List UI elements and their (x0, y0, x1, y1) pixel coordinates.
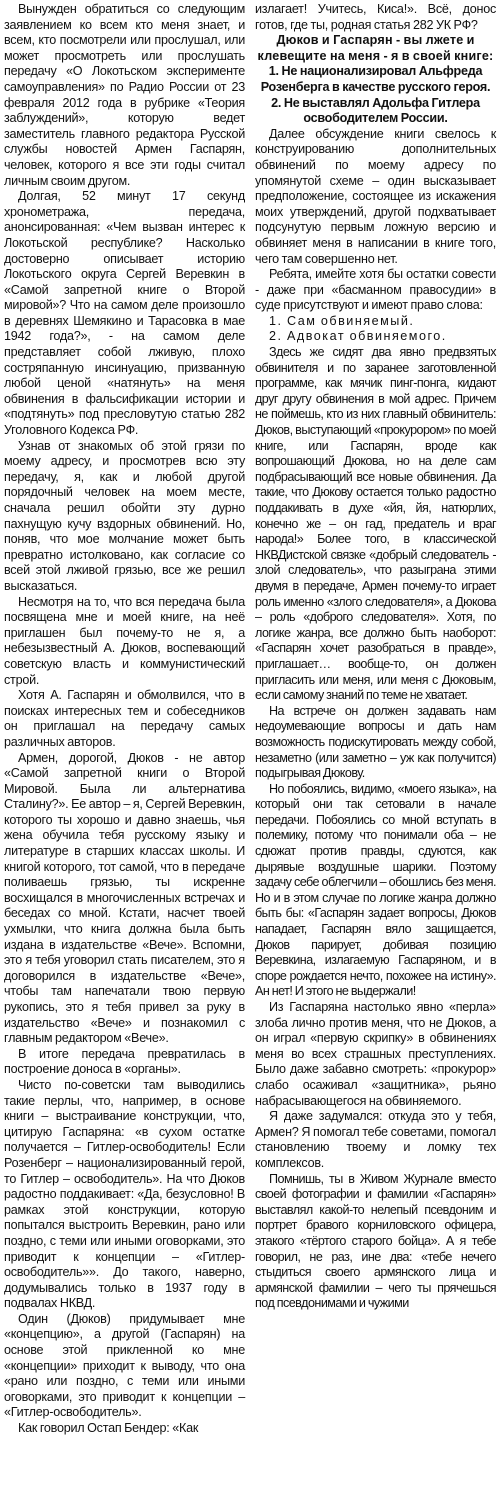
list-item: 1. Сам обвиняемый. (269, 313, 415, 328)
heading-point: 1. Не национализировал Альфреда Розенберга в качестве русского героя. (260, 64, 491, 94)
right-column (255, 2, 496, 1312)
paragraph: Но побоялись, видимо, «моего языка», на который они так сетовали в начале передачи. Побоялись со мной вступать в полемику, потому что понимали оба – не сдюжат против правды, сдуются, как дырявые воздушные шарики. Поэтому задачу себе облегчили – обошлись без меня. Но и в этом случае по логике жанра должно быть бы: «Гаспарян задает вопросы, Дюков нападает, Гаспарян вяло защищается, Дюков парирует, добивая позицию Веревкина, излагаемую Гаспаряном, и в споре рождается нечто, похожее на истину». Ан нет! И этого не выдержали! (255, 781, 496, 999)
paragraph: Я даже задумался: откуда это у тебя, Армен? Я помогал тебе советами, помогал становлению твоему и ломку тех комплексов. (255, 1109, 496, 1170)
paragraph: Армен, дорогой, Дюков - не автор «Самой запретной книги о Второй Мировой. Была ли альтернатива Сталину?». Ее автор – я, Сергей Веревкин, которого ты хорошо и давно знаешь, чья жена обучила тебя русскому языку и литературе в старших классах школы. И книгой которого, тот самой, что в передаче поливаешь грязью, ты искренне восхищался в многочисленных встречах и беседах со мной. Кстати, насчет твоей ухмылки, что книга должна была быть издана в издательстве «Вече». Вспомни, это я тебя уговорил стать писателем, это я договорился в издательстве «Вече», чтобы там напечатали твою первую рукопись, это я тебя привел за руку в издательство «Вече» и познакомил с главным редактором «Вече». (4, 750, 245, 1046)
paragraph: Узнав от знакомых об этой грязи по моему адресу, и просмотрев всю эту передачу, я, как и любой другой порядочный человек на моем месте, сначала решил обойти эту дурно пахнущую кучу вздорных обвинений. Но, поняв, что мое молчание может быть превратно истолковано, как согласие со всей этой лживой грязью, все же решил высказаться. (4, 438, 245, 593)
paragraph: Здесь же сидят два явно предвзятых обвинителя и по заранее заготовленной программе, как мячик пинг-понга, кидают друг другу обвинения в мой адрес. Причем не поймешь, кто из них главный обвинитель: Дюков, выступающий «прокурором» по моей книге, или Гаспарян, вроде как вопрошающий Дюкова, но на деле сам подбрасывающий все новые обвинения. Да такие, что Дюкову остается только радостно поддакивать в духе «йя, йя, натюрлих, конечно же – он гад, предатель и враг народа!» Более того, в классической НКВДистской связке «добрый следователь - злой следователь», что разыграна этими двумя в передаче, Армен почему-то играет роль именно «злого следователя», а Дюкова – роль «доброго следователя». Хотя, по логике жанра, все должно быть наоборот: «Гаспарян хочет разобраться в правде», приглашает… вообще-то, он должен пригласить или меня, или меня с Дюковым, если самому знаний по теме не хватает. (255, 345, 496, 703)
paragraph: На встрече он должен задавать нам недоумевающие вопросы и дать нам возможность подискутировать между собой, незаметно (или заметно – уж как получится) подыгрывая Дюкову. (255, 703, 496, 781)
left-column (4, 2, 245, 1437)
paragraph: излагает! Учитесь, Киса!». Всё, донос готов, где ты, родная статья 282 УК РФ? (255, 2, 496, 32)
paragraph: Вынужден обратиться со следующим заявлением ко всем кто меня знает, и всем, кто посмотрели или прослушал, или может просмотреть или прослушать передачу «О Локотьском эксперименте самоуправления» по Радио России от 23 февраля 2012 года в рубрике «Теория заблуждений», которую ведет заместитель главного редактора Русской службы новостей Армен Гаспарян, человек, которого я все эти годы считал личным своим другом. (4, 2, 245, 188)
section-heading: Дюков и Гаспарян - вы лжете и клевещите на меня - я в своей книге: (257, 33, 494, 63)
paragraph: Помнишь, ты в Живом Журнале вместо своей фотографии и фамилии «Гаспарян» выставлял какой-то нелепый псевдоним и портрет бравого корниловского офицера, этакого «тёртого старого бойца». А я тебе говорил, не раз, ине два: «тебе нечего стыдиться своего армянского лица и армянской фамилии – чего ты прячешься под псевдонимами и чужими (255, 1171, 496, 1311)
list-item: 2. Адвокат обвиняемого. (269, 329, 447, 344)
paragraph: Как говорил Остап Бендер: «Как (18, 1421, 199, 1436)
paragraph: В итоге передача превратилась в построение доноса в «органы». (4, 1046, 245, 1077)
paragraph: Из Гаспаряна настолько явно «перла» злоба лично против меня, что не Дюков, а он играл «первую скрипку» в обвинениях меня во всех страшных преступлениях. Было даже забавно смотреть: «прокурор» слабо осаживал «защитника», рьяно набрасывающегося на обвиняемого. (255, 1000, 496, 1108)
paragraph: Несмотря на то, что вся передача была посвящена мне и моей книге, на неё приглашен был почему-то не я, а небезызвестный А. Дюков, воспевающий советскую власть и коммунистический строй. (4, 594, 245, 687)
paragraph: Один (Дюков) придумывает мне «концепцию», а другой (Гаспарян) на основе этой прикленной ко мне «концепции» приходит к выводу, что она «рано или поздно, с теми или иными оговорками, это приводит к концепции – «Гитлер-освободитель». (4, 1311, 245, 1420)
paragraph: Далее обсуждение книги свелось к конструированию дополнительных обвинений по моему адресу по упомянутой схеме – один высказывает предположение, состоящее из искажения моих утверждений, другой подхватывает подсунутую первым ложную версию и обвиняет меня в написании в книге того, чего там совершенно нет. (255, 126, 496, 266)
paragraph: Долгая, 52 минут 17 секунд хронометража, передача, анонсированная: «Чем вызван интерес к Локотьской республике? Насколько достоверно описывает историю Локотьского округа Сергей Веревкин в «Самой запретной книге о Второй мировой»? Что на самом деле произошло в деревнях Шемякино и Тарасовка в мае 1942 года?», - на самом деле представляет собой лживую, плохо состряпанную инсинуацию, призванную любой ценой «натянуть» на меня обвинения в фальсификации истории и «подтянуть» под пресловутую статью 282 Уголовного Кодекса РФ. (4, 189, 245, 438)
paragraph: Хотя А. Гаспарян и обмолвился, что в поисках интересных тем и собеседников он приглашал на передачу самых различных авторов. (4, 688, 245, 749)
paragraph: Чисто по-советски там выводились такие перлы, что, например, в основе книги – выстраивание конструкции, что, цитирую Гаспаряна: «в сухом остатке получается – Гитлер-освободитель! Если Розенберг – национализированный герой, то Гитлер – освободитель». На что Дюков радостно поддакивает: «Да, безусловно! В рамках этой конструкции, которую попытался выстроить Веревкин, рано или поздно, с теми или иными оговорками, это приводит к концепции – «Гитлер-освободитель»». До такого, наверно, додумывались только в 1937 году в подвалах НКВД. (4, 1077, 245, 1311)
paragraph: Ребята, имейте хотя бы остатки совести - даже при «басманном правосудии» в суде присутствуют и имеют право слова: (255, 267, 496, 313)
heading-point: 2. Не выставлял Адольфа Гитлера освободителем России. (271, 95, 480, 126)
